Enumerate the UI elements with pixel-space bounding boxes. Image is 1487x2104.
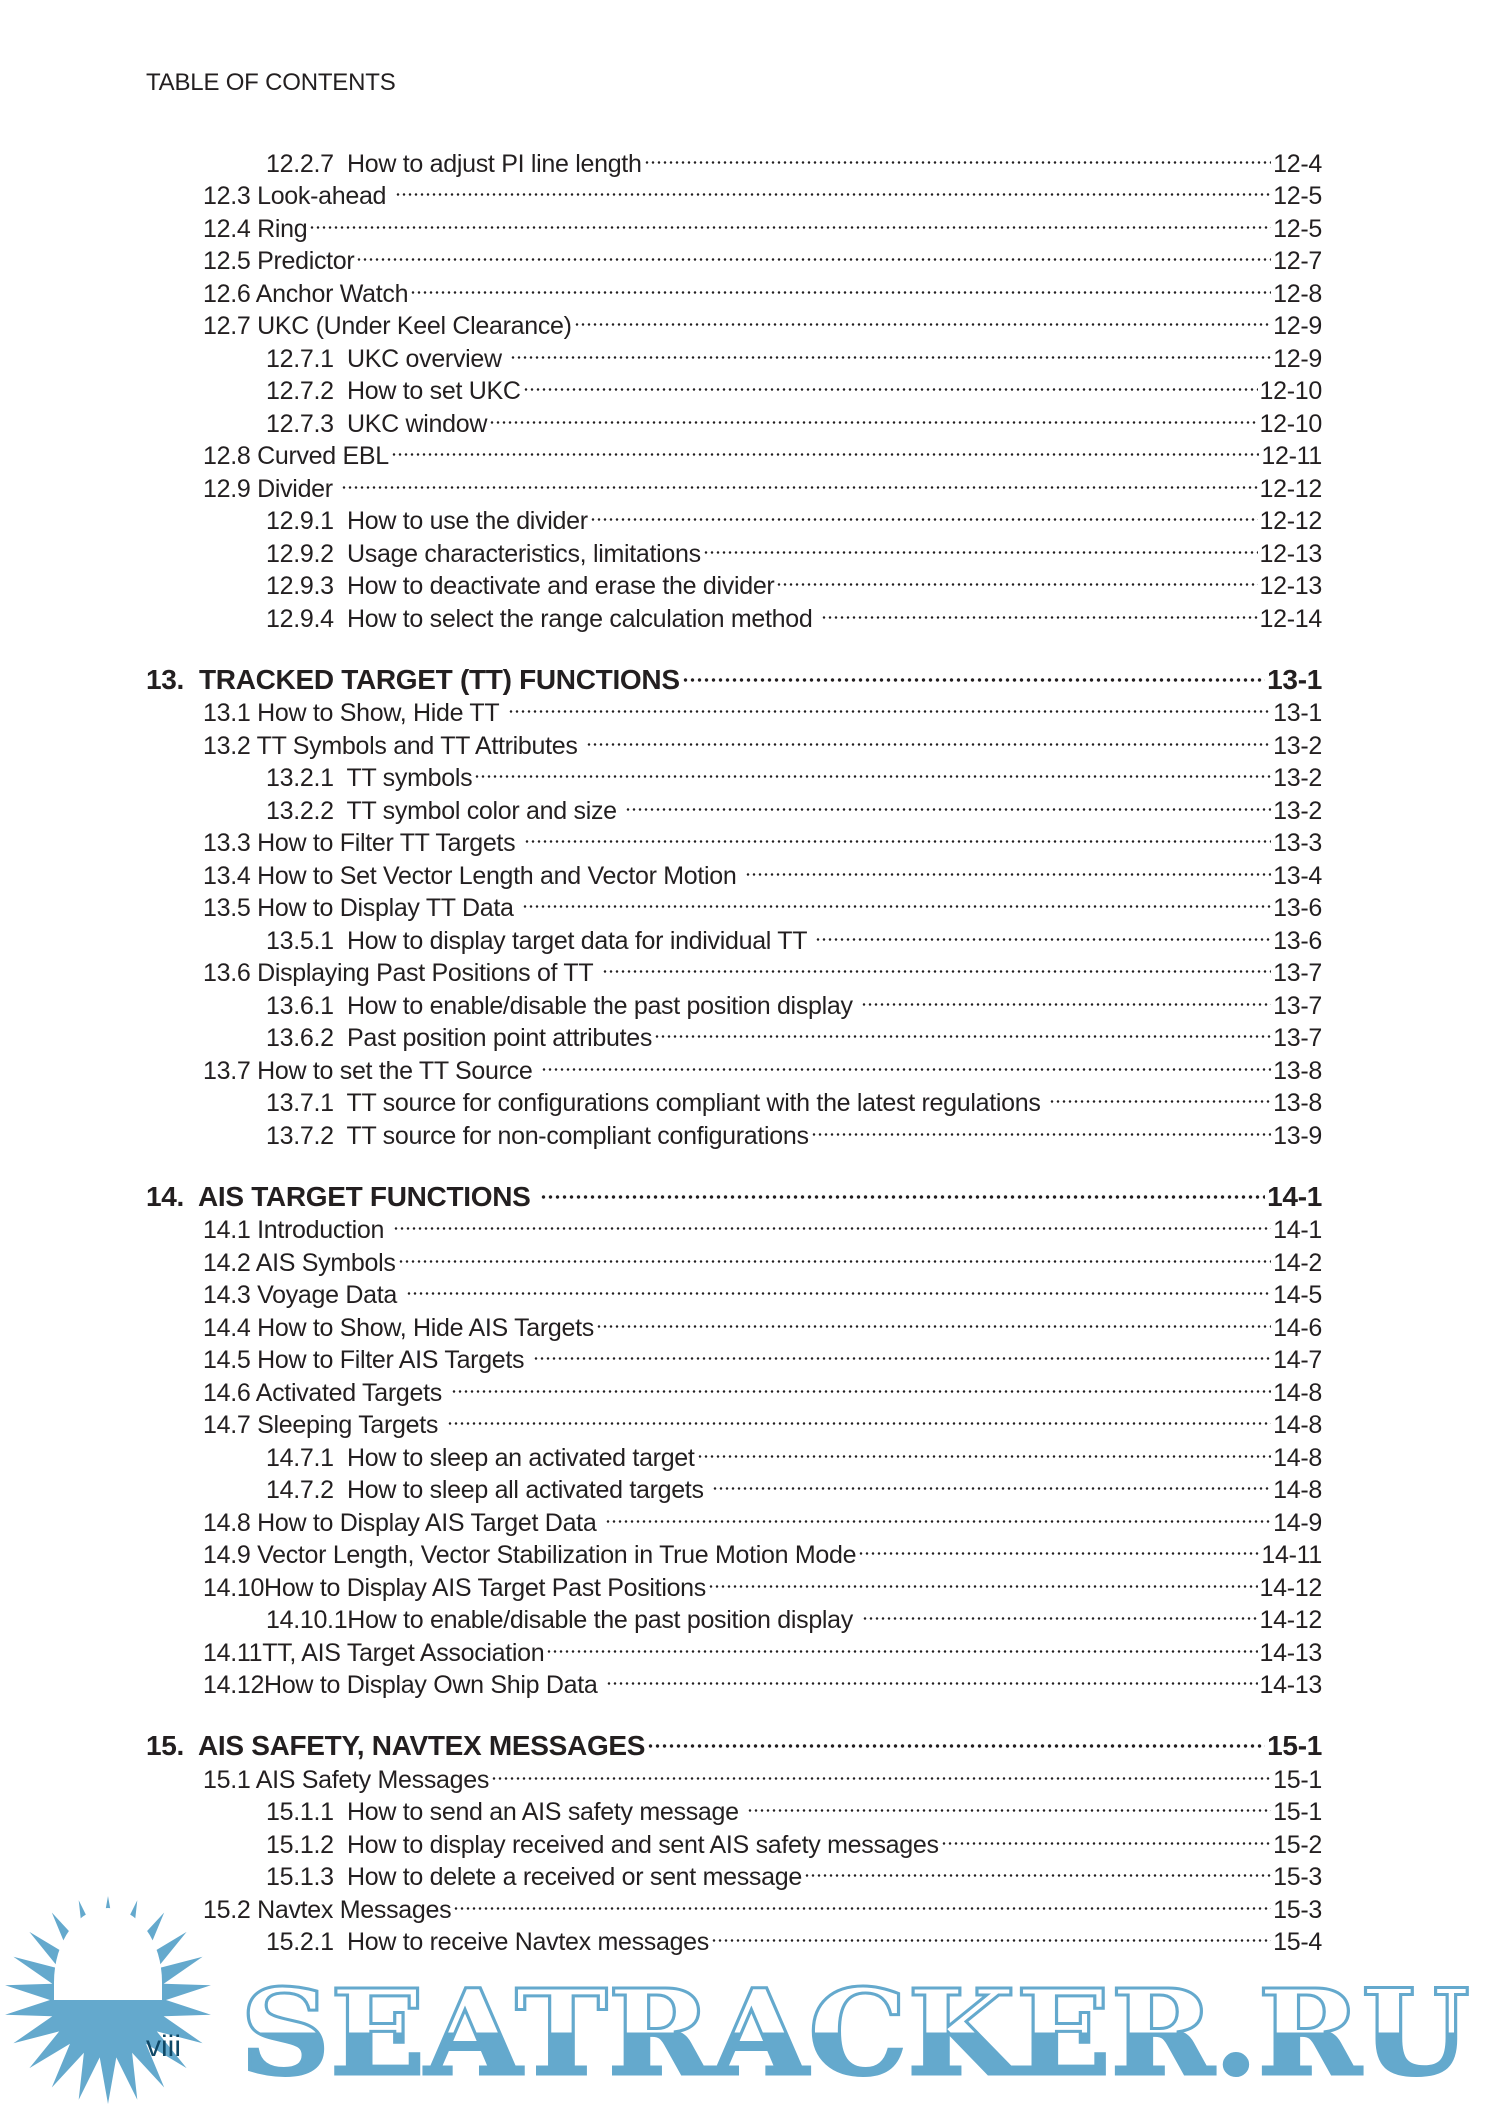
- toc-entry-page: 13-2: [1273, 731, 1322, 760]
- dot-leader: [860, 1596, 1260, 1629]
- toc-entry-title: 13.2.1 TT symbols: [266, 764, 473, 792]
- toc-entry-page: 13-9: [1273, 1121, 1322, 1150]
- dot-leader: [408, 269, 1273, 302]
- toc-entry-title: 14.3 Voyage Data: [203, 1281, 404, 1309]
- dot-leader: [489, 1755, 1273, 1788]
- toc-entry-title: 13.2 TT Symbols and TT Attributes: [203, 731, 585, 760]
- toc-entry-title: 14. AIS TARGET FUNCTIONS: [146, 1180, 539, 1212]
- dot-leader: [809, 1111, 1273, 1144]
- toc-entry-page: 12-8: [1273, 279, 1322, 308]
- dot-leader: [709, 1918, 1273, 1951]
- dot-leader: [539, 1046, 1273, 1079]
- toc-entry-page: 13-4: [1273, 861, 1322, 890]
- toc-entry-page: 12-5: [1273, 214, 1322, 243]
- toc-entry-title: 13.4 How to Set Vector Length and Vector Motion: [203, 861, 744, 890]
- toc-entry-page: 14-13: [1259, 1671, 1322, 1699]
- toc-chapter-entry[interactable]: [146, 1722, 1322, 1761]
- page-number: viii: [146, 2030, 181, 2063]
- dot-leader: [604, 1661, 1259, 1694]
- toc-entry-page: 14-6: [1273, 1313, 1322, 1342]
- toc-entry-page: 12-9: [1273, 344, 1322, 373]
- toc-entry-page: 14-2: [1273, 1248, 1322, 1277]
- toc-entry-page: 14-1: [1273, 1216, 1322, 1244]
- dot-leader: [859, 981, 1273, 1014]
- toc-entry-title: 13.1 How to Show, Hide TT: [203, 699, 506, 727]
- toc-entry-title: 14.12How to Display Own Ship Data: [203, 1671, 605, 1699]
- toc-entry-page: 14-7: [1273, 1346, 1322, 1374]
- toc-entry-title: 12.9.1 How to use the divider: [266, 507, 588, 535]
- toc-entry-page: 12-4: [1273, 149, 1322, 178]
- toc-entry-page: 12-12: [1259, 507, 1322, 535]
- dot-leader: [584, 721, 1273, 754]
- toc-entry-page: 12-10: [1259, 409, 1322, 438]
- toc-entry-page: 12-9: [1273, 312, 1322, 340]
- toc-entry-page: 12-10: [1259, 377, 1322, 405]
- toc-entry-page: 15-1: [1273, 1765, 1322, 1794]
- toc-entry[interactable]: [146, 237, 1322, 275]
- toc-entry-title: 12.9 Divider: [203, 474, 340, 503]
- dot-leader: [389, 432, 1262, 465]
- toc-entry-page: 13-8: [1273, 1089, 1322, 1117]
- toc-entry-page: 13-1: [1267, 663, 1322, 695]
- dot-leader: [939, 1820, 1273, 1853]
- toc-entry-title: 12.7.2 How to set UKC: [266, 377, 521, 405]
- dot-leader: [487, 399, 1259, 432]
- toc-entry-title: 14.7 Sleeping Targets: [203, 1411, 445, 1439]
- toc-entry-page: 14-12: [1259, 1606, 1322, 1634]
- dot-leader: [745, 1788, 1273, 1821]
- toc-entry-page: 13-7: [1273, 991, 1322, 1020]
- toc-entry-title: 14.1 Introduction: [203, 1216, 391, 1244]
- dot-leader: [393, 172, 1273, 205]
- dot-leader: [706, 1563, 1260, 1596]
- dot-leader: [710, 1466, 1273, 1499]
- toc-entry-title: 13.2.2 TT symbol color and size: [266, 796, 624, 825]
- page-header: TABLE OF CONTENTS: [146, 69, 396, 96]
- dot-leader: [354, 237, 1273, 270]
- dot-leader: [652, 1014, 1273, 1047]
- toc-entry-page: 14-8: [1273, 1476, 1322, 1504]
- dot-leader: [695, 1433, 1274, 1466]
- toc-entry-page: 15-3: [1273, 1863, 1322, 1891]
- toc-entry-title: 13.7 How to set the TT Source: [203, 1056, 540, 1085]
- toc-entry-title: 12.7 UKC (Under Keel Clearance): [203, 312, 572, 340]
- toc-entry-page: 13-6: [1273, 894, 1322, 922]
- toc-entry-page: 13-7: [1273, 1024, 1322, 1052]
- toc-entry-title: 13. TRACKED TARGET (TT) FUNCTIONS: [146, 663, 680, 695]
- toc-entry-title: 12.5 Predictor: [203, 247, 355, 275]
- dot-leader: [802, 1853, 1273, 1886]
- dot-leader: [1047, 1079, 1273, 1112]
- toc-entry[interactable]: [146, 139, 1322, 178]
- toc-entry-page: 14-1: [1267, 1180, 1322, 1212]
- dot-leader: [743, 851, 1273, 884]
- toc-entry-title: 12.9.2 Usage characteristics, limitations: [266, 539, 701, 568]
- toc-entry-title: 12.7.3 UKC window: [266, 409, 488, 438]
- dot-leader: [531, 1336, 1273, 1369]
- toc-entry-page: 14-5: [1273, 1281, 1322, 1309]
- dot-leader: [600, 949, 1274, 982]
- toc-entry-title: 13.5.1 How to display target data for individual TT: [266, 926, 814, 955]
- toc-entry-title: 15.1.1 How to send an AIS safety message: [266, 1798, 746, 1826]
- dot-leader: [774, 562, 1259, 595]
- toc-entry-title: 12.8 Curved EBL: [203, 442, 389, 470]
- toc-entry-page: 13-8: [1273, 1056, 1322, 1085]
- toc-entry-title: 15.2.1 How to receive Navtex messages: [266, 1928, 709, 1956]
- toc-entry-page: 13-3: [1273, 829, 1322, 857]
- dot-leader: [680, 656, 1267, 689]
- dot-leader: [451, 1885, 1273, 1918]
- toc-entry-page: 14-12: [1259, 1573, 1322, 1602]
- toc-chapter-entry[interactable]: [146, 1173, 1322, 1212]
- toc-entry-title: 13.7.1 TT source for configurations compliant with the latest regulations: [266, 1089, 1048, 1117]
- toc-entry-page: 12-13: [1259, 572, 1322, 600]
- toc-entry-title: 13.7.2 TT source for non-compliant configurations: [266, 1121, 809, 1150]
- toc-entry-title: 15.1.2 How to display received and sent AIS safety messages: [266, 1830, 939, 1859]
- toc-entry-title: 12.7.1 UKC overview: [266, 344, 509, 373]
- toc-entry-title: 15.2 Navtex Messages: [203, 1895, 452, 1924]
- toc-entry-page: 12-11: [1261, 442, 1322, 470]
- dot-leader: [404, 1271, 1274, 1304]
- toc-entry-title: 15.1 AIS Safety Messages: [203, 1765, 490, 1794]
- toc-entry-page: 13-2: [1273, 764, 1322, 792]
- dot-leader: [339, 464, 1259, 497]
- toc-entry-page: 13-1: [1273, 699, 1322, 727]
- toc-entry-title: 14.10.1How to enable/disable the past position display: [266, 1606, 860, 1634]
- toc-entry-page: 12-12: [1259, 474, 1322, 503]
- toc-entry-page: 12-7: [1273, 247, 1322, 275]
- dot-leader: [819, 594, 1259, 627]
- toc-entry-title: 13.3 How to Filter TT Targets: [203, 829, 522, 857]
- dot-leader: [521, 367, 1260, 400]
- dot-leader: [544, 1628, 1259, 1661]
- toc-entry-title: 13.6 Displaying Past Positions of TT: [203, 959, 600, 987]
- toc-entry-title: 15.1.3 How to delete a received or sent message: [266, 1863, 802, 1891]
- toc-entry-title: 14.11TT, AIS Target Association: [203, 1638, 545, 1667]
- toc-entry-title: 14.8 How to Display AIS Target Data: [203, 1508, 604, 1537]
- dot-leader: [856, 1531, 1261, 1564]
- toc-entry-page: 14-8: [1273, 1411, 1322, 1439]
- toc-entry-page: 13-2: [1273, 796, 1322, 825]
- dot-leader: [396, 1238, 1274, 1271]
- toc-entry-title: 14.5 How to Filter AIS Targets: [203, 1346, 531, 1374]
- dot-leader: [645, 1722, 1267, 1755]
- dot-leader: [391, 1206, 1273, 1239]
- toc-entry-title: 14.2 AIS Symbols: [203, 1248, 396, 1277]
- dot-leader: [572, 302, 1274, 335]
- dot-leader: [813, 916, 1273, 949]
- sun-logo-icon: [0, 1890, 220, 2104]
- dot-leader: [623, 786, 1273, 819]
- toc-entry-page: 14-8: [1273, 1443, 1322, 1472]
- dot-leader: [508, 334, 1273, 367]
- toc-entry-page: 15-3: [1273, 1895, 1322, 1924]
- toc-entry-title: 12.3 Look-ahead: [203, 182, 393, 210]
- toc-entry-title: 14.7.2 How to sleep all activated targets: [266, 1476, 711, 1504]
- dot-leader: [588, 497, 1260, 530]
- table-of-contents: [146, 139, 1322, 1956]
- toc-entry-title: 14.4 How to Show, Hide AIS Targets: [203, 1313, 594, 1342]
- toc-entry-title: 12.6 Anchor Watch: [203, 279, 409, 308]
- dot-leader: [642, 139, 1274, 172]
- watermark-text: SEATRACKER.RU: [240, 1963, 1470, 2102]
- toc-chapter-entry[interactable]: [146, 656, 1322, 695]
- toc-entry-title: 12.2.7 How to adjust PI line length: [266, 149, 642, 178]
- toc-entry-title: 13.6.1 How to enable/disable the past position display: [266, 991, 860, 1020]
- toc-entry-page: 14-9: [1273, 1508, 1322, 1537]
- toc-entry-title: 13.6.2 Past position point attributes: [266, 1024, 653, 1052]
- toc-entry-page: 12-13: [1259, 539, 1322, 568]
- dot-leader: [520, 884, 1273, 917]
- toc-entry-page: 15-1: [1273, 1798, 1322, 1826]
- dot-leader: [472, 754, 1273, 787]
- dot-leader: [594, 1303, 1273, 1336]
- toc-entry-page: 13-7: [1273, 959, 1322, 987]
- toc-entry-title: 14.7.1 How to sleep an activated target: [266, 1443, 695, 1472]
- toc-entry-title: 12.4 Ring: [203, 214, 308, 243]
- toc-entry-title: 14.9 Vector Length, Vector Stabilization in True Motion Mode: [203, 1541, 857, 1569]
- dot-leader: [701, 529, 1260, 562]
- toc-entry-page: 14-13: [1259, 1638, 1322, 1667]
- toc-entry-page: 13-6: [1273, 926, 1322, 955]
- dot-leader: [445, 1401, 1273, 1434]
- dot-leader: [538, 1173, 1267, 1206]
- toc-entry-page: 14-8: [1273, 1378, 1322, 1407]
- toc-entry-page: 15-2: [1273, 1830, 1322, 1859]
- dot-leader: [522, 819, 1273, 852]
- watermark: [236, 1962, 1476, 2104]
- toc-entry-page: 12-5: [1273, 182, 1322, 210]
- toc-entry-page: 15-4: [1273, 1928, 1322, 1956]
- toc-entry-title: 14.6 Activated Targets: [203, 1378, 449, 1407]
- toc-entry-title: 12.9.3 How to deactivate and erase the divider: [266, 572, 775, 600]
- toc-entry-title: 14.10How to Display AIS Target Past Positions: [203, 1573, 706, 1602]
- toc-entry-title: 13.5 How to Display TT Data: [203, 894, 521, 922]
- dot-leader: [307, 204, 1273, 237]
- toc-entry-title: 15. AIS SAFETY, NAVTEX MESSAGES: [146, 1730, 646, 1761]
- toc-entry-page: 14-11: [1261, 1541, 1322, 1569]
- toc-entry-page: 12-14: [1259, 604, 1322, 633]
- toc-entry[interactable]: [146, 204, 1322, 243]
- dot-leader: [603, 1498, 1273, 1531]
- dot-leader: [506, 689, 1274, 722]
- toc-entry-title: 12.9.4 How to select the range calculation method: [266, 604, 820, 633]
- toc-entry-page: 15-1: [1267, 1730, 1322, 1761]
- dot-leader: [449, 1368, 1274, 1401]
